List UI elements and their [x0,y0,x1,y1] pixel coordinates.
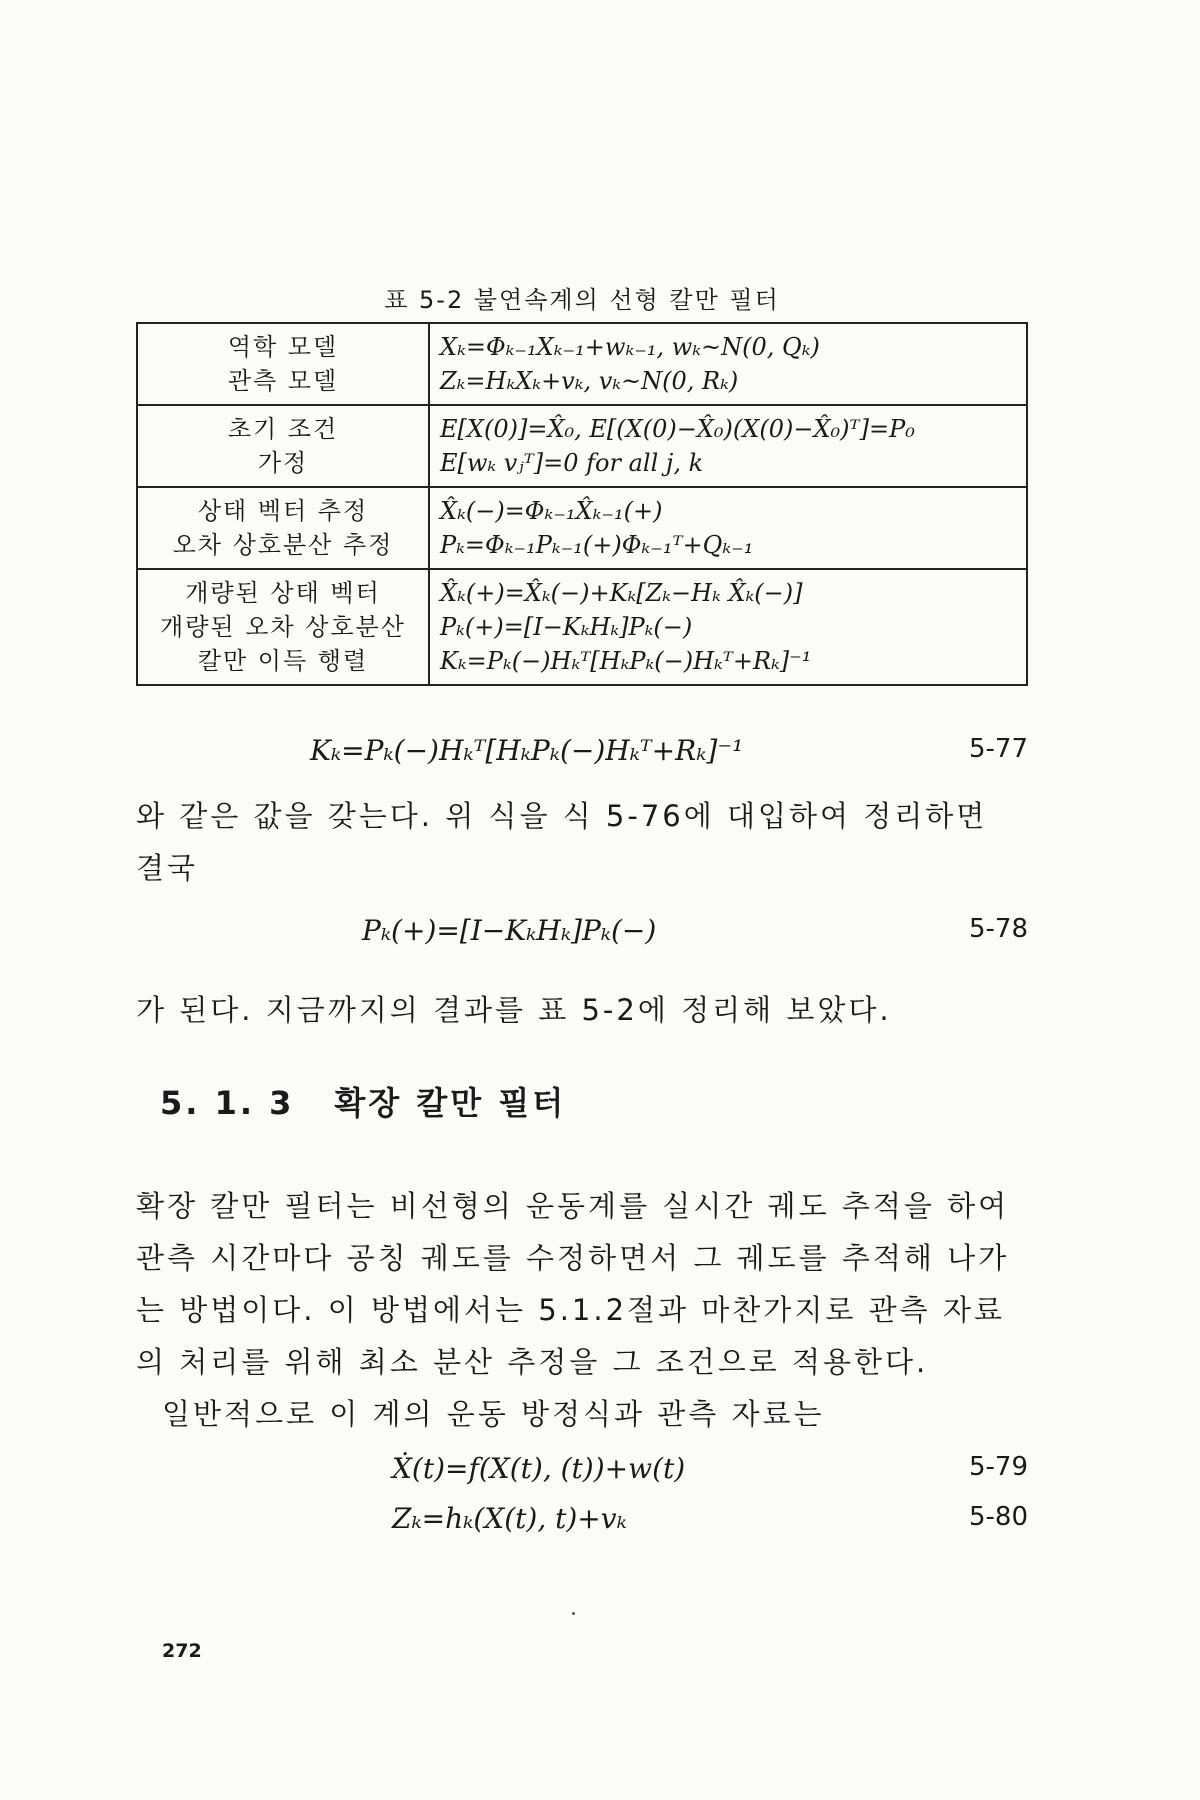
section-heading [160,1078,566,1124]
row-label-cell [137,405,429,487]
row-equation-cell [429,405,1027,487]
page-number: 272 [162,1640,202,1662]
equation-5-79 [0,1452,1200,1492]
section-number: 5. 1. 3 [160,1084,295,1122]
table-row [137,323,1027,405]
row-label-cell [137,569,429,685]
table-caption: 표 5-2 불연속계의 선형 칼만 필터 [384,286,780,314]
row-equation: Pₖ(+)=[I−KₖHₖ]Pₖ(−) [440,613,693,641]
row-label: 가정 [257,449,309,477]
table-row [137,569,1027,685]
row-equation: Xₖ=Φₖ₋₁Xₖ₋₁+wₖ₋₁, wₖ~N(0, Qₖ) [440,333,820,361]
equation-number: 5-79 [968,1452,1028,1482]
row-equation: Pₖ=Φₖ₋₁Pₖ₋₁(+)Φₖ₋₁ᵀ+Qₖ₋₁ [440,531,754,559]
row-label: 개량된 상태 벡터 [185,579,381,607]
section-title: 확장 칼만 필터 [334,1084,567,1122]
equation-number: 5-80 [968,1502,1028,1532]
equation-number: 5-77 [968,734,1028,764]
row-label: 상태 벡터 추정 [197,497,369,525]
equation-formula: Kₖ=Pₖ(−)Hₖᵀ[HₖPₖ(−)Hₖᵀ+Rₖ]⁻¹ [310,734,744,767]
kalman-filter-table [136,322,1028,686]
row-label: 칼만 이득 행렬 [197,647,369,675]
equation-5-77 [0,734,1200,774]
row-label: 관측 모델 [227,367,339,395]
row-equation: E[X(0)]=X̂₀, E[(X(0)−X̂₀)(X(0)−X̂₀)ᵀ]=P₀ [440,415,915,443]
row-equation: Kₖ=Pₖ(−)Hₖᵀ[HₖPₖ(−)Hₖᵀ+Rₖ]⁻¹ [440,647,812,675]
table-row [137,405,1027,487]
row-equation: X̂ₖ(+)=X̂ₖ(−)+Kₖ[Zₖ−Hₖ X̂ₖ(−)] [440,579,803,607]
equation-5-80 [0,1502,1200,1542]
row-equation: E[wₖ vⱼᵀ]=0 for all j, k [440,449,704,477]
equation-formula: Pₖ(+)=[I−KₖHₖ]Pₖ(−) [362,914,657,947]
row-label: 역학 모델 [227,333,339,361]
paragraph: 가 된다. 지금까지의 결과를 표 5-2에 정리해 보았다. [136,993,892,1027]
row-equation-cell [429,569,1027,685]
row-label: 초기 조건 [227,415,339,443]
equation-formula: Ẋ(t)=f(X(t), (t))+w(t) [392,1452,686,1485]
row-equation: X̂ₖ(−)=Φₖ₋₁X̂ₖ₋₁(+) [440,497,663,525]
print-speck [572,1612,575,1615]
equation-formula: Zₖ=hₖ(X(t), t)+vₖ [392,1502,627,1535]
row-equation-cell [429,487,1027,569]
row-label-cell [137,323,429,405]
row-label: 오차 상호분산 추정 [172,531,394,559]
row-equation: Zₖ=HₖXₖ+vₖ, vₖ~N(0, Rₖ) [440,367,739,395]
row-label-cell [137,487,429,569]
row-label: 개량된 오차 상호분산 [160,613,406,641]
equation-number: 5-78 [968,914,1028,944]
row-equation-cell [429,323,1027,405]
paragraph: 확장 칼만 필터는 비선형의 운동계를 실시간 궤도 추적을 하여 관측 시간마다 공칭 궤도를 수정하면서 그 궤도를 추적해 나가는 방법이다. 이 방법에서는 5.1.2절과 마찬가지로 관측 자료의 처리를 위해 최소 분산 추정을 그 조건으로 적용한다. [136,1189,1010,1379]
equation-5-78 [0,914,1200,954]
paragraph: 와 같은 값을 갖는다. 위 식을 식 5-76에 대입하여 정리하면 결국 [136,799,988,885]
paragraph: 일반적으로 이 계의 운동 방정식과 관측 자료는 [162,1397,825,1431]
table-row [137,487,1027,569]
